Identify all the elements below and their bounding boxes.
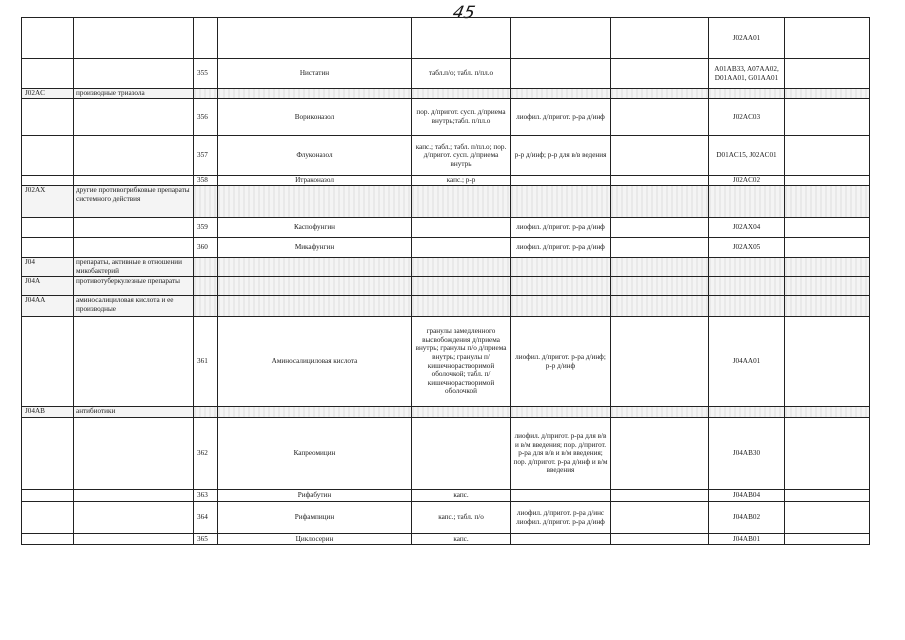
drug-row: [22, 136, 870, 176]
atc-ref-cell: J04AB30: [709, 418, 785, 490]
empty-cell: [412, 186, 511, 218]
atc-code-cell: [22, 18, 74, 59]
atc-group-cell: [74, 218, 194, 238]
atc-code-cell: J04AA: [22, 296, 74, 317]
empty-cell: [611, 418, 709, 490]
atc-code-cell: J02AC: [22, 89, 74, 99]
drug-name-cell: Нистатин: [218, 59, 412, 89]
atc-ref-cell: J02AX05: [709, 238, 785, 258]
empty-cell: [412, 296, 511, 317]
inpatient-form-cell: [511, 59, 611, 89]
drug-name-cell: Рифампицин: [218, 502, 412, 534]
empty-cell: [785, 418, 870, 490]
empty-cell: [785, 18, 870, 59]
atc-ref-cell: J04AB02: [709, 502, 785, 534]
atc-ref-cell: A01AB33, A07AA02, D01AA01, G01AA01: [709, 59, 785, 89]
section-row: [22, 296, 870, 317]
atc-code-cell: [22, 218, 74, 238]
inpatient-form-cell: лиофил. д/пригот. р-ра д/инс лиофил. д/пригот. р-ра д/инф: [511, 502, 611, 534]
atc-ref-cell: J04AB04: [709, 490, 785, 502]
atc-code-cell: [22, 490, 74, 502]
empty-cell: [611, 490, 709, 502]
inpatient-form-cell: р-р д/инф; р-р для в/в ведения: [511, 136, 611, 176]
empty-cell: [511, 89, 611, 99]
inpatient-form-cell: лиофил. д/пригот. р-ра для в/в и в/м введения; пор. д/пригот. р-ра для в/в и в/м введения; пор. д/пригот. р-ра д/инф и в/м введения: [511, 418, 611, 490]
drug-row: [22, 534, 870, 545]
empty-cell: [611, 186, 709, 218]
atc-code-cell: [22, 238, 74, 258]
row-number-cell: 357: [194, 136, 218, 176]
drug-row: [22, 99, 870, 136]
empty-cell: [785, 490, 870, 502]
empty-cell: [511, 296, 611, 317]
dosage-form-cell: табл.п/о; табл. п/пл.о: [412, 59, 511, 89]
empty-cell: [785, 296, 870, 317]
inpatient-form-cell: [511, 534, 611, 545]
drug-row: [22, 238, 870, 258]
atc-group-cell: препараты, активные в отношении микобактерий: [74, 258, 194, 277]
dosage-form-cell: капс.: [412, 534, 511, 545]
atc-ref-cell: J04AA01: [709, 317, 785, 407]
atc-ref-cell: D01AC15, J02AC01: [709, 136, 785, 176]
section-row: [22, 277, 870, 296]
empty-cell: [412, 407, 511, 418]
empty-cell: [709, 277, 785, 296]
atc-code-cell: J02AX: [22, 186, 74, 218]
dosage-form-cell: [412, 218, 511, 238]
atc-code-cell: [22, 418, 74, 490]
dosage-form-cell: капс.; табл. п/о: [412, 502, 511, 534]
empty-cell: [785, 218, 870, 238]
empty-cell: [785, 258, 870, 277]
empty-cell: [194, 258, 218, 277]
empty-cell: [611, 59, 709, 89]
empty-cell: [785, 238, 870, 258]
atc-group-cell: производные триазола: [74, 89, 194, 99]
empty-cell: [511, 258, 611, 277]
empty-cell: [785, 89, 870, 99]
atc-code-cell: J04AB: [22, 407, 74, 418]
empty-cell: [194, 89, 218, 99]
row-number-cell: 358: [194, 176, 218, 186]
drug-name-cell: Флуконазол: [218, 136, 412, 176]
section-row: [22, 89, 870, 99]
drug-row: [22, 502, 870, 534]
inpatient-form-cell: лиофил. д/пригот. р-ра д/инф; р-р д/инф: [511, 317, 611, 407]
empty-cell: [611, 502, 709, 534]
atc-group-cell: [74, 176, 194, 186]
section-row: [22, 258, 870, 277]
drug-name-cell: Итраконазол: [218, 176, 412, 186]
atc-ref-cell: J02AC03: [709, 99, 785, 136]
row-number-cell: [194, 18, 218, 59]
empty-cell: [412, 89, 511, 99]
atc-code-cell: [22, 59, 74, 89]
row-number-cell: 355: [194, 59, 218, 89]
atc-code-cell: J04: [22, 258, 74, 277]
empty-cell: [218, 89, 412, 99]
empty-cell: [785, 136, 870, 176]
empty-cell: [218, 407, 412, 418]
empty-cell: [611, 238, 709, 258]
empty-cell: [611, 534, 709, 545]
empty-cell: [785, 99, 870, 136]
drug-row: [22, 317, 870, 407]
empty-cell: [218, 277, 412, 296]
empty-cell: [611, 407, 709, 418]
empty-cell: [785, 407, 870, 418]
empty-cell: [611, 277, 709, 296]
atc-group-cell: [74, 238, 194, 258]
atc-code-cell: [22, 534, 74, 545]
row-number-cell: 359: [194, 218, 218, 238]
atc-code-cell: [22, 502, 74, 534]
row-number-cell: 363: [194, 490, 218, 502]
inpatient-form-cell: лиофил. д/пригот. р-ра д/инф: [511, 99, 611, 136]
drug-row: [22, 418, 870, 490]
drug-name-cell: Рифабутин: [218, 490, 412, 502]
drug-name-cell: Микафунгин: [218, 238, 412, 258]
atc-group-cell: [74, 418, 194, 490]
empty-cell: [218, 186, 412, 218]
atc-ref-cell: J02AX04: [709, 218, 785, 238]
atc-group-cell: [74, 18, 194, 59]
atc-group-cell: противотуберкулезные препараты: [74, 277, 194, 296]
atc-group-cell: [74, 490, 194, 502]
drug-row: [22, 176, 870, 186]
empty-cell: [785, 59, 870, 89]
dosage-form-cell: капс.: [412, 490, 511, 502]
empty-cell: [611, 99, 709, 136]
atc-group-cell: аминосалициловая кислота и ее производные: [74, 296, 194, 317]
empty-cell: [218, 258, 412, 277]
atc-ref-cell: J02AA01: [709, 18, 785, 59]
inpatient-form-cell: лиофил. д/пригот. р-ра д/инф: [511, 218, 611, 238]
dosage-form-cell: пор. д/пригот. сусп. д/приема внутрь;табл. п/пл.о: [412, 99, 511, 136]
drug-row: [22, 18, 870, 59]
drug-name-cell: Вориконазол: [218, 99, 412, 136]
drug-name-cell: Капреомицин: [218, 418, 412, 490]
empty-cell: [611, 317, 709, 407]
empty-cell: [511, 186, 611, 218]
row-number-cell: 361: [194, 317, 218, 407]
drug-name-cell: [218, 18, 412, 59]
atc-code-cell: [22, 99, 74, 136]
empty-cell: [785, 186, 870, 218]
drug-row: [22, 59, 870, 89]
drug-name-cell: Каспофунгин: [218, 218, 412, 238]
empty-cell: [194, 407, 218, 418]
empty-cell: [611, 136, 709, 176]
dosage-form-cell: капс.; табл.; табл. п/пл.о; пор. д/пригот. сусп. д/приема внутрь: [412, 136, 511, 176]
atc-group-cell: другие противогрибковые препараты системного действия: [74, 186, 194, 218]
atc-group-cell: [74, 136, 194, 176]
row-number-cell: 360: [194, 238, 218, 258]
atc-code-cell: J04A: [22, 277, 74, 296]
row-number-cell: 365: [194, 534, 218, 545]
section-row: [22, 407, 870, 418]
empty-cell: [194, 296, 218, 317]
empty-cell: [194, 186, 218, 218]
atc-group-cell: [74, 502, 194, 534]
empty-cell: [218, 296, 412, 317]
atc-group-cell: [74, 534, 194, 545]
dosage-form-cell: [412, 418, 511, 490]
inpatient-form-cell: [511, 18, 611, 59]
dosage-form-cell: [412, 238, 511, 258]
drug-row: [22, 218, 870, 238]
empty-cell: [611, 218, 709, 238]
atc-group-cell: [74, 99, 194, 136]
empty-cell: [709, 89, 785, 99]
empty-cell: [785, 534, 870, 545]
empty-cell: [709, 296, 785, 317]
atc-code-cell: [22, 176, 74, 186]
empty-cell: [785, 277, 870, 296]
empty-cell: [611, 258, 709, 277]
atc-group-cell: антибиотики: [74, 407, 194, 418]
empty-cell: [194, 277, 218, 296]
atc-group-cell: [74, 317, 194, 407]
row-number-cell: 364: [194, 502, 218, 534]
drug-row: [22, 490, 870, 502]
inpatient-form-cell: лиофил. д/пригот. р-ра д/инф: [511, 238, 611, 258]
empty-cell: [611, 18, 709, 59]
atc-code-cell: [22, 136, 74, 176]
empty-cell: [709, 258, 785, 277]
empty-cell: [785, 317, 870, 407]
empty-cell: [412, 258, 511, 277]
dosage-form-cell: [412, 18, 511, 59]
atc-ref-cell: J02AC02: [709, 176, 785, 186]
row-number-cell: 362: [194, 418, 218, 490]
empty-cell: [611, 296, 709, 317]
drug-name-cell: Циклосерин: [218, 534, 412, 545]
empty-cell: [611, 176, 709, 186]
atc-group-cell: [74, 59, 194, 89]
empty-cell: [709, 407, 785, 418]
empty-cell: [709, 186, 785, 218]
page-number: 45: [450, 3, 477, 23]
section-row: [22, 186, 870, 218]
inpatient-form-cell: [511, 176, 611, 186]
dosage-form-cell: гранулы замедленного высвобождения д/приема внутрь; гранулы п/о д/приема внутрь; гранулы п/кишечнорастворимой оболочкой; табл. п/кишечнорастворимой оболочкой: [412, 317, 511, 407]
empty-cell: [412, 277, 511, 296]
empty-cell: [511, 407, 611, 418]
empty-cell: [611, 89, 709, 99]
atc-code-cell: [22, 317, 74, 407]
dosage-form-cell: капс.; р-р: [412, 176, 511, 186]
empty-cell: [785, 176, 870, 186]
drug-name-cell: Аминосалициловая кислота: [218, 317, 412, 407]
drug-list-table: [21, 17, 869, 545]
row-number-cell: 356: [194, 99, 218, 136]
empty-cell: [785, 502, 870, 534]
inpatient-form-cell: [511, 490, 611, 502]
atc-ref-cell: J04AB01: [709, 534, 785, 545]
empty-cell: [511, 277, 611, 296]
